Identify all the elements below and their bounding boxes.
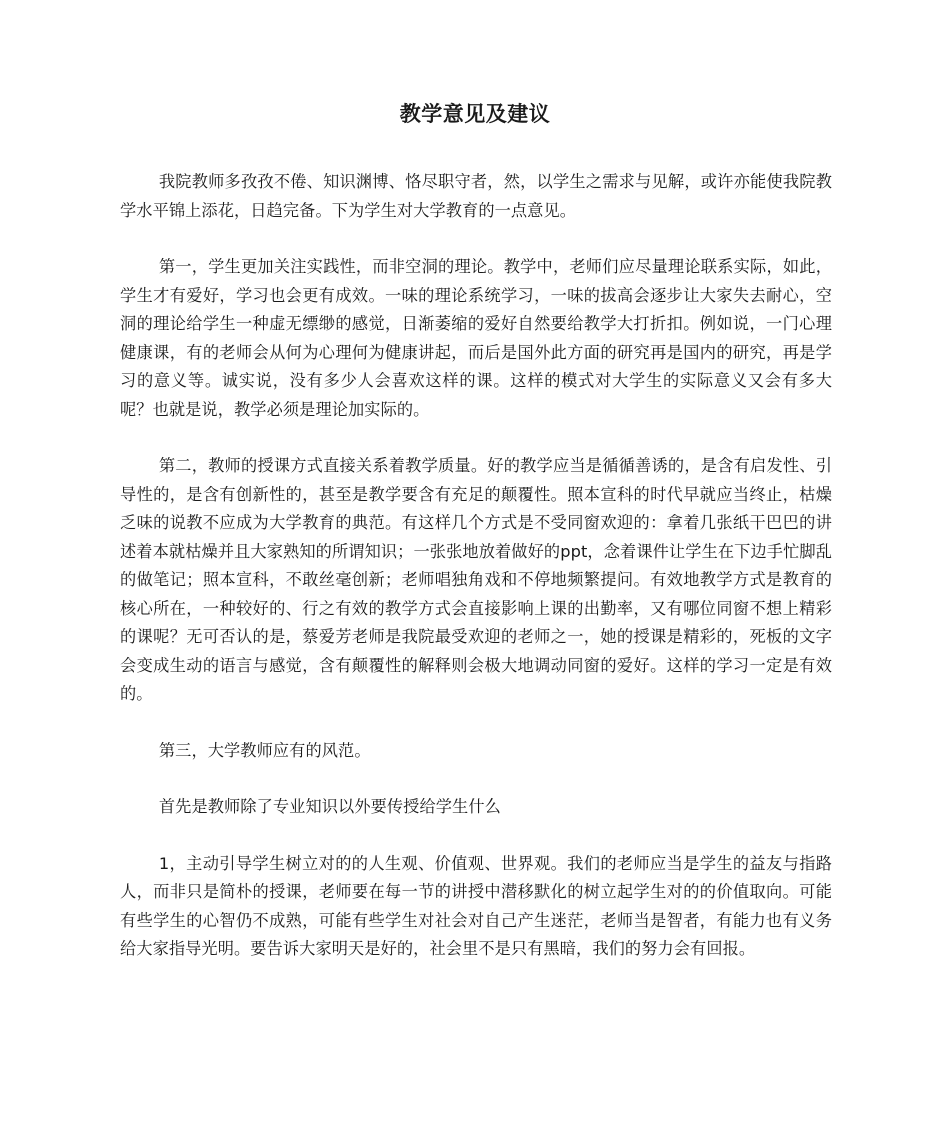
document-body xyxy=(120,168,832,964)
paragraph-second-point: 第二，教师的授课方式直接关系着教学质量。好的教学应当是循循善诱的，是含有启发性、引导性的，是含有创新性的，甚至是教学要含有充足的颠覆性。照本宣科的时代早就应当终止，枯燥乏味的说教不应成为大学教育的典范。有这样几个方式是不受同窗欢迎的：拿着几张纸干巴巴的讲述着本就枯燥并且大家熟知的所谓知识；一张张地放着做好的ppt，念着课件让学生在下边手忙脚乱的做笔记；照本宣科，不敢丝毫创新；老师唱独角戏和不停地频繁提问。有效地教学方式是教育的核心所在，一种较好的、行之有效的教学方式会直接影响上课的出勤率，又有哪位同窗不想上精彩的课呢？无可否认的是，蔡爱芳老师是我院最受欢迎的老师之一，她的授课是精彩的，死板的文字会变成生动的语言与感觉，含有颠覆性的解释则会极大地调动同窗的爱好。这样的学习一定是有效的。 xyxy=(120,456,832,703)
paragraph-spacer xyxy=(120,709,832,737)
paragraph-first-point: 第一，学生更加关注实践性，而非空洞的理论。教学中，老师们应尽量理论联系实际，如此，学生才有爱好，学习也会更有成效。一味的理论系统学习，一味的拔高会逐步让大家失去耐心，空洞的理论给学生一种虚无缥缈的感觉，日渐萎缩的爱好自然要给教学大打折扣。例如说，一门心理健康课，有的老师会从何为心理何为健康讲起，而后是国外此方面的研究再是国内的研究，再是学习的意义等。诚实说，没有多少人会喜欢这样的课。这样的模式对大学生的实际意义又会有多大呢？也就是说，教学必须是理论加实际的。 xyxy=(120,257,832,419)
paragraph-spacer xyxy=(120,225,832,253)
paragraph-spacer xyxy=(120,822,832,850)
document-title: 教学意见及建议 xyxy=(399,102,551,126)
paragraph-third-point: 第三，大学教师应有的风范。 xyxy=(158,740,371,760)
paragraph-item-1: 1，主动引导学生树立对的的人生观、价值观、世界观。我们的老师应当是学生的益友与指路人，而非只是简朴的授课，老师要在每一节的讲授中潜移默化的树立起学生对的的价值取向。可能有些学生的心智仍不成熟，可能有些学生对社会对自己产生迷茫，老师当是智者，有能力也有义务给大家指导光明。要告诉大家明天是好的，社会里不是只有黑暗，我们的努力会有回报。 xyxy=(120,853,832,958)
paragraph-intro: 我院教师多孜孜不倦、知识渊博、恪尽职守者，然，以学生之需求与见解，或许亦能使我院教学水平锦上添花，日趋完备。下为学生对大学教育的一点意见。 xyxy=(120,172,832,220)
paragraph-subheading: 首先是教师除了专业知识以外要传授给学生什么 xyxy=(158,797,501,816)
paragraph-spacer xyxy=(120,765,832,793)
paragraph-spacer xyxy=(120,424,832,452)
